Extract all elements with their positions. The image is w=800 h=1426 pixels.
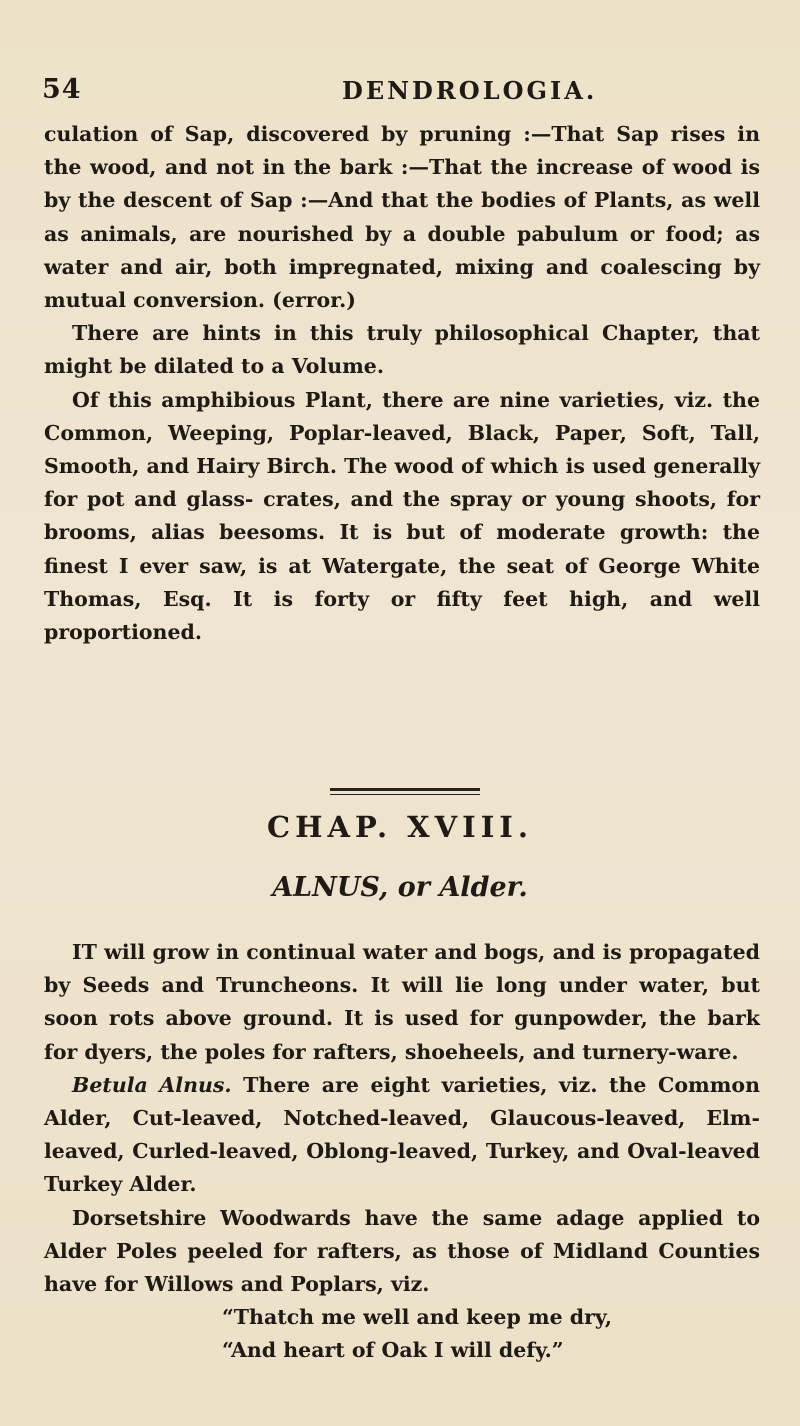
chapter-title: CHAP. XVIII. xyxy=(267,810,533,844)
section-divider xyxy=(330,788,480,795)
paragraph-hints: There are hints in this truly philosophical Chapter, that might be dilated to a Volume. xyxy=(44,321,760,379)
paragraph-alder-varieties xyxy=(44,1069,760,1202)
verse-line-2: “And heart of Oak I will defy.” xyxy=(222,1338,564,1363)
chapter-subtitle-common: or Alder. xyxy=(388,872,528,903)
paragraph-birch-varieties: Of this amphibious Plant, there are nine varieties, viz. the Common, Weeping, Poplar-leaved, Black, Paper, Soft, Tall, Smooth, and Hairy Birch. The wood of which is used generally for pot and glass- crates, and the spray or young shoots, for brooms, alias beesoms. It is but of moderate growth: the finest I ever saw, is at Watergate, the seat of George White Thomas, Esq. It is forty or fifty feet high, and well proportioned. xyxy=(44,387,760,645)
section-birch xyxy=(44,118,760,649)
latin-name: Betula Alnus. xyxy=(72,1072,232,1097)
running-head: DENDROLOGIA. xyxy=(342,76,598,105)
page-number: 54 xyxy=(42,74,82,105)
paragraph-alder-growth: IT will grow in continual water and bogs, and is propagated by Seeds and Truncheons. It will lie long under water, but soon rots above ground. It is used for gunpowder, the bark for dyers, the poles for rafters, shoeheels, and turnery-ware. xyxy=(44,940,760,1064)
verse-line-1: “Thatch me well and keep me dry, xyxy=(222,1305,613,1330)
page-header xyxy=(42,74,762,114)
varieties-text: There are eight varieties, viz. the Common Alder, Cut-leaved, Notched-leaved, Glaucous-leaved, Elm-leaved, Curled-leaved, Oblong-leaved, Turkey, and Oval-leaved Turkey Alder. xyxy=(44,1072,760,1197)
chapter-subtitle xyxy=(0,872,800,903)
section-alder xyxy=(44,936,760,1368)
paragraph-adage: Dorsetshire Woodwards have the same adage applied to Alder Poles peeled for rafters, as those of Midland Counties have for Willows and Poplars, viz. xyxy=(44,1205,760,1297)
chapter-subtitle-latin: ALNUS, xyxy=(272,872,389,903)
paragraph-sap: culation of Sap, discovered by pruning :—That Sap rises in the wood, and not in the bark :—That the increase of wood is by the descent of Sap :—And that the bodies of Plants, as well as animals, are nourished by a double pabulum or food; as water and air, both impregnated, mixing and coalescing by mutual conversion. (error.) xyxy=(44,122,760,313)
